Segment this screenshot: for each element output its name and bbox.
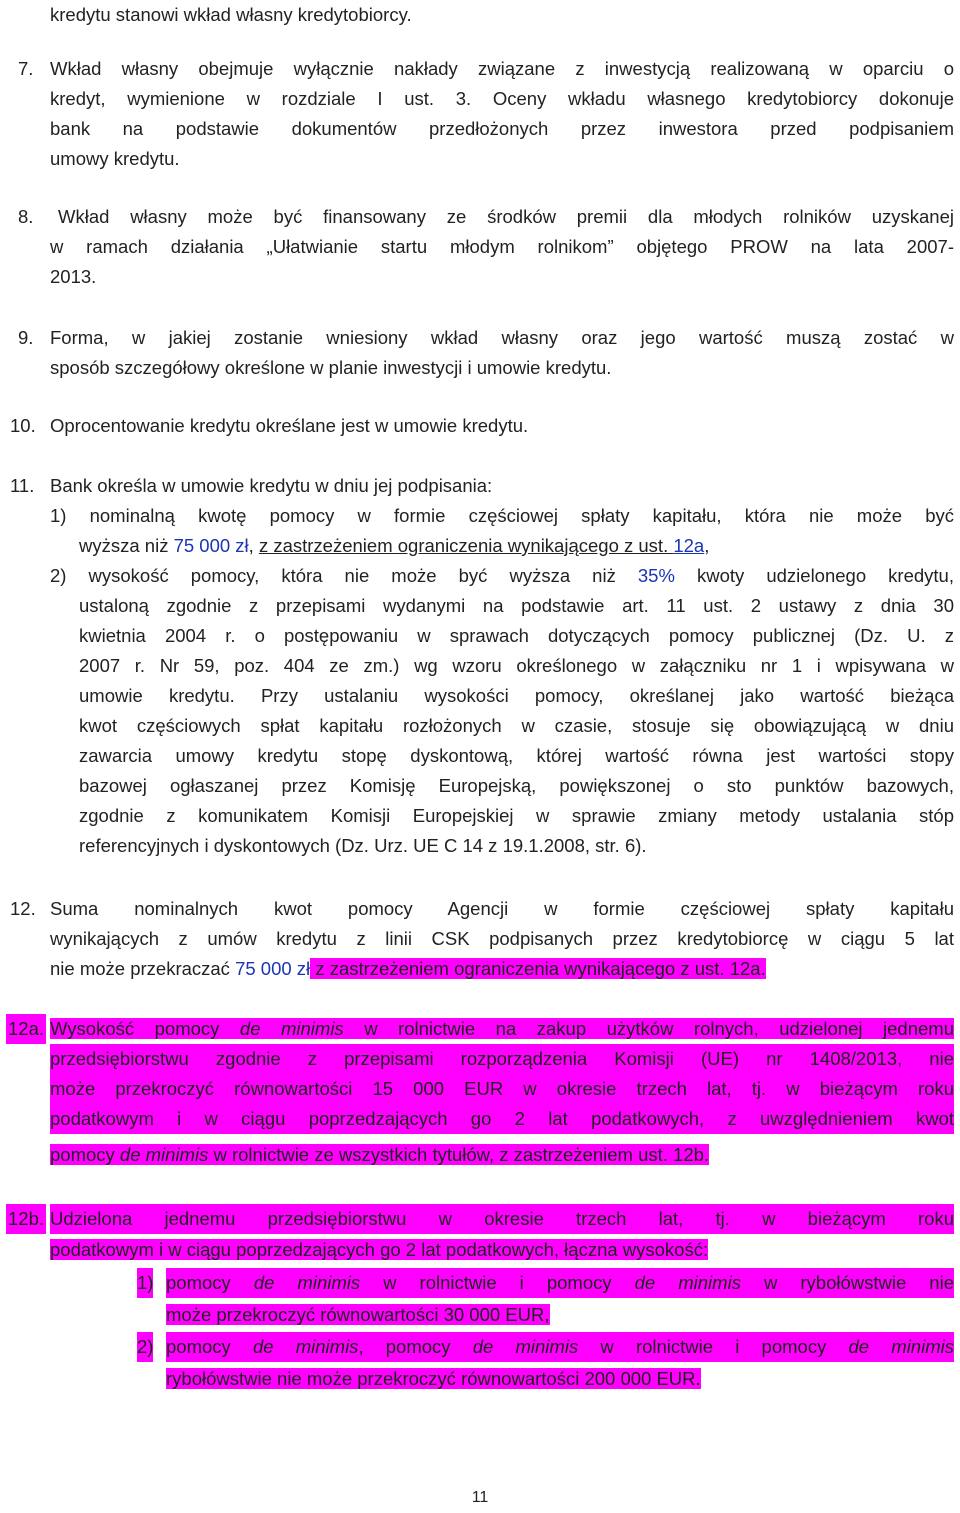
italic-term: de minimis [253, 1272, 361, 1293]
paragraph-12-line-2: wynikających z umów kredytu z linii CSK podpisanych przez kredytobiorcę w ciągu 5 lat [50, 928, 954, 949]
amended-text: z zastrzeżeniem ograniczenia wynikającego z ust. [258, 535, 674, 556]
text-segment: , [248, 535, 259, 556]
paragraph-11-item-2-line-7: zawarcia umowy kredytu stopę dyskontową, której wartość równa jest wartości stopy [79, 745, 954, 766]
text-segment: , pomocy [358, 1336, 473, 1357]
paragraph-11-number: 11. [10, 475, 35, 496]
italic-term: de minimis [239, 1018, 344, 1039]
paragraph-8-number: 8. [18, 206, 34, 227]
text-segment: w rolnictwie ze wszystkich tytułów, z zastrzeżeniem ust. 12b. [208, 1144, 710, 1165]
italic-term: de minimis [472, 1336, 579, 1357]
paragraph-11-item-2-line-6: kwot częściowych spłat kapitału rozłożonych w czasie, stosuje się obowiązującą w dniu [79, 715, 954, 736]
paragraph-12a-line-3: może przekroczyć równowartości 15 000 EUR w okresie trzech lat, tj. w bieżącym roku [50, 1074, 954, 1104]
paragraph-12a-line-5 [50, 1140, 709, 1170]
text-segment: pomocy [166, 1272, 254, 1293]
text-segment: w rolnictwie i pomocy [578, 1336, 849, 1357]
paragraph-11-item-1-line-2 [79, 531, 709, 561]
paragraph-8-line-2: w ramach działania „Ułatwianie startu młodym rolnikom” objętego PROW na lata 2007- [50, 236, 954, 257]
paragraph-12b-item-1-line-1 [166, 1268, 954, 1298]
paragraph-8-line-3: 2013. [50, 266, 97, 287]
paragraph-12-number: 12. [10, 898, 36, 919]
text-segment: pomocy [166, 1336, 253, 1357]
italic-term: de minimis [252, 1336, 359, 1357]
text-segment: nie może przekraczać [50, 958, 236, 979]
text-segment: 2) wysokość pomocy, która nie może być wyższa niż [50, 565, 638, 586]
paragraph-10-number: 10. [10, 415, 36, 436]
paragraph-12b-line-1: Udzielona jednemu przedsiębiorstwu w okresie trzech lat, tj. w bieżącym roku [50, 1204, 954, 1234]
amount-value: 75 000 zł [173, 535, 249, 556]
text-segment: w rybołówstwie nie [740, 1272, 954, 1293]
paragraph-7-number: 7. [18, 58, 34, 79]
percent-value: 35% [637, 565, 675, 586]
paragraph-12-line-1: Suma nominalnych kwot pomocy Agencji w formie częściowej spłaty kapitału [50, 898, 954, 919]
text-segment: kwoty udzielonego kredytu, [674, 565, 954, 586]
text-segment: w rolnictwie na zakup użytków rolnych, udzielonej jednemu [343, 1018, 954, 1039]
page-number: 11 [471, 1489, 489, 1506]
amount-value: 75 000 zł [235, 958, 311, 979]
paragraph-7-line-1: Wkład własny obejmuje wyłącznie nakłady związane z inwestycją realizowaną w oparciu o [50, 58, 954, 79]
paragraph-6-tail: kredytu stanowi wkład własny kredytobiorcy. [50, 4, 412, 25]
paragraph-9-number: 9. [18, 327, 34, 348]
highlighted-text [50, 1144, 709, 1165]
paragraph-12a-number: 12a. [6, 1014, 46, 1044]
paragraph-11-intro: Bank określa w umowie kredytu w dniu jej podpisania: [50, 475, 493, 496]
paragraph-9-line-1: Forma, w jakiej zostanie wniesiony wkład własny oraz jego wartość muszą zostać w [50, 327, 954, 348]
italic-term: de minimis [119, 1144, 209, 1165]
paragraph-11-item-2-line-2: ustaloną zgodnie z przepisami wydanymi na podstawie art. 11 ust. 2 ustawy z dnia 30 [79, 595, 954, 616]
paragraph-12b-item-2-line-2 [166, 1364, 701, 1394]
paragraph-12b-line-2 [50, 1235, 708, 1265]
paragraph-11-item-2-line-9: zgodnie z komunikatem Komisji Europejskiej w sprawie zmiany metody ustalania stóp [79, 805, 954, 826]
highlighted-text: podatkowym i w ciągu poprzedzających go 2 lat podatkowych, łączna wysokość: [50, 1239, 709, 1260]
highlighted-text [50, 1018, 954, 1039]
text-segment: , [704, 535, 710, 556]
paragraph-11-item-2-line-8: bazowej ogłaszanej przez Komisję Europejską, powiększonej o sto punktów bazowych, [79, 775, 954, 796]
paragraph-11-item-2-line-10: referencyjnych i dyskontowych (Dz. Urz. UE C 14 z 19.1.2008, str. 6). [79, 835, 647, 856]
paragraph-11-item-2-line-3: kwietnia 2004 r. o postępowaniu w sprawach dotyczących pomocy publicznej (Dz. U. z [79, 625, 954, 646]
italic-term: de minimis [634, 1272, 741, 1293]
paragraph-12b-number: 12b. [6, 1204, 46, 1234]
paragraph-7-line-3: bank na podstawie dokumentów przedłożonych przez inwestora przed podpisaniem [50, 118, 954, 139]
text-segment: pomocy [50, 1144, 120, 1165]
paragraph-12a-line-4: podatkowym i w ciągu poprzedzających go 2 lat podatkowych, z uwzględnieniem kwot [50, 1104, 954, 1134]
paragraph-11-item-2-line-4: 2007 r. Nr 59, poz. 404 ze zm.) wg wzoru określonego w załączniku nr 1 i wpisywana w [79, 655, 954, 676]
paragraph-7-line-2: kredyt, wymienione w rozdziale I ust. 3. Oceny wkładu własnego kredytobiorcy dokonuje [50, 88, 954, 109]
paragraph-12b-item-1-number: 1) [137, 1268, 153, 1298]
paragraph-7-line-4: umowy kredytu. [50, 148, 180, 169]
text-segment: wyższa niż [79, 535, 174, 556]
paragraph-11-item-1-line-1: 1) nominalną kwotę pomocy w formie częściowej spłaty kapitału, która nie może być [50, 505, 954, 526]
paragraph-12b-item-2-number: 2) [137, 1332, 153, 1362]
paragraph-12-line-3 [50, 954, 766, 984]
highlighted-text: rybołówstwie nie może przekroczyć równowartości 200 000 EUR. [166, 1368, 701, 1389]
text-segment: w rolnictwie i pomocy [360, 1272, 635, 1293]
highlighted-text: może przekroczyć równowartości 30 000 EUR, [166, 1304, 550, 1325]
paragraph-12a-line-1 [50, 1014, 954, 1044]
paragraph-10-line-1: Oprocentowanie kredytu określane jest w umowie kredytu. [50, 415, 529, 436]
reference-link: 12a [673, 535, 705, 556]
paragraph-11-item-2-line-1 [50, 561, 954, 591]
highlighted-text: z zastrzeżeniem ograniczenia wynikającego z ust. 12a. [310, 958, 766, 979]
text-segment: Wysokość pomocy [50, 1018, 240, 1039]
italic-term: de minimis [848, 1336, 954, 1357]
paragraph-12a-line-2: przedsiębiorstwu zgodnie z przepisami rozporządzenia Komisji (UE) nr 1408/2013, nie [50, 1044, 954, 1074]
paragraph-12b-item-1-line-2 [166, 1300, 550, 1330]
paragraph-11-item-2-line-5: umowie kredytu. Przy ustalaniu wysokości pomocy, określanej jako wartość bieżąca [79, 685, 954, 706]
paragraph-8-line-1: Wkład własny może być finansowany ze środków premii dla młodych rolników uzyskanej [58, 206, 954, 227]
paragraph-12b-item-2-line-1 [166, 1332, 954, 1362]
paragraph-9-line-2: sposób szczegółowy określone w planie inwestycji i umowie kredytu. [50, 357, 612, 378]
